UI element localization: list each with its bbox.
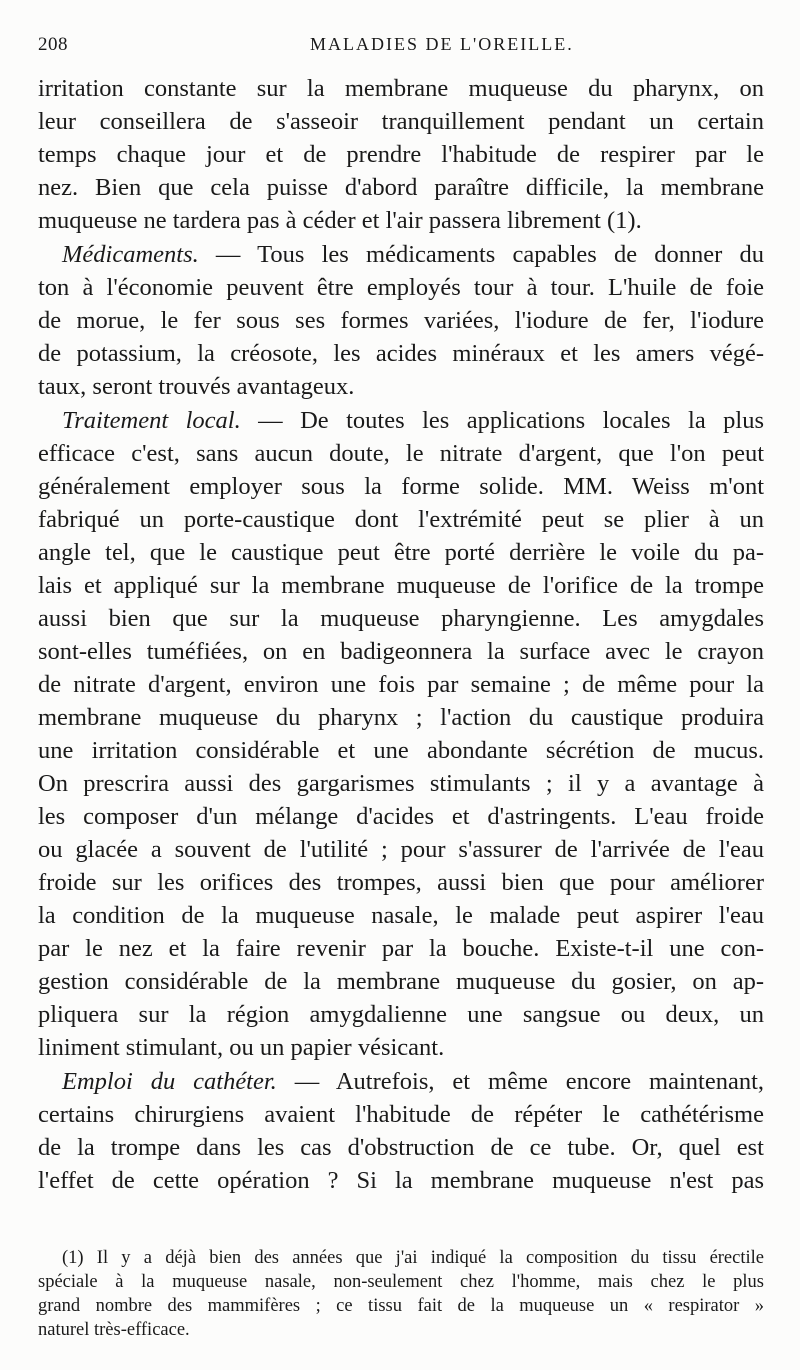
text-line: taux, seront trouvés avantageux. xyxy=(38,373,355,400)
text-line: les composer d'un mélange d'acides et d'astringents. L'eau froide xyxy=(38,803,764,830)
text-line: aussi bien que sur la muqueuse pharyngienne. Les amygdales xyxy=(38,605,764,632)
footnote-line: naturel très-efficace. xyxy=(38,1320,190,1340)
footnote-line: spéciale à la muqueuse nasale, non-seulement chez l'homme, mais chez le plus xyxy=(38,1272,764,1292)
section-heading-medicaments: Médicaments. xyxy=(62,241,199,268)
text-line: de nitrate d'argent, environ une fois par semaine ; de même pour la xyxy=(38,671,764,698)
text-line: l'effet de cette opération ? Si la membrane muqueuse n'est pas xyxy=(38,1167,764,1194)
text-line: leur conseillera de s'asseoir tranquillement pendant un certain xyxy=(38,108,764,135)
text-line: On prescrira aussi des gargarismes stimulants ; il y a avantage à xyxy=(38,770,764,797)
text-line: efficace c'est, sans aucun doute, le nitrate d'argent, que l'on peut xyxy=(38,440,764,467)
text-line: nez. Bien que cela puisse d'abord paraître difficile, la membrane xyxy=(38,174,764,201)
text-line: liniment stimulant, ou un papier vésicant. xyxy=(38,1034,445,1061)
text-line: la condition de la muqueuse nasale, le malade peut aspirer l'eau xyxy=(38,902,764,929)
text-line: lais et appliqué sur la membrane muqueuse de l'orifice de la trompe xyxy=(38,572,764,599)
text-line: fabriqué un porte-caustique dont l'extrémité peut se plier à un xyxy=(38,506,764,533)
section-heading-traitement-local: Traitement local. xyxy=(62,407,241,434)
text-line: ou glacée a souvent de l'utilité ; pour s'assurer de l'arrivée de l'eau xyxy=(38,836,764,863)
text-line: de potassium, la créosote, les acides minéraux et les amers végé- xyxy=(38,340,764,367)
text-line: sont-elles tuméfiées, on en badigeonnera la surface avec le crayon xyxy=(38,638,764,665)
text-line: pliquera sur la région amygdalienne une sangsue ou deux, un xyxy=(38,1001,764,1028)
text-line: temps chaque jour et de prendre l'habitude de respirer par le xyxy=(38,141,764,168)
text-line: gestion considérable de la membrane muqueuse du gosier, on ap- xyxy=(38,968,764,995)
text-line: irritation constante sur la membrane muqueuse du pharynx, on xyxy=(38,75,764,102)
page-header xyxy=(38,34,764,60)
paragraph-start-traitement-local: Traitement local. — De toutes les applications locales la plus xyxy=(62,407,764,434)
text-line: membrane muqueuse du pharynx ; l'action du caustique produira xyxy=(38,704,764,731)
text-line: froide sur les orifices des trompes, aussi bien que pour améliorer xyxy=(38,869,764,896)
text-line: généralement employer sous la forme solide. MM. Weiss m'ont xyxy=(38,473,764,500)
text-line: angle tel, que le caustique peut être porté derrière le voile du pa- xyxy=(38,539,764,566)
paragraph-start-medicaments: Médicaments. — Tous les médicaments capables de donner du xyxy=(62,241,764,268)
text-line: par le nez et la faire revenir par la bouche. Existe-t-il une con- xyxy=(38,935,764,962)
page-number: 208 xyxy=(38,34,68,55)
text-line: une irritation considérable et une abondante sécrétion de mucus. xyxy=(38,737,764,764)
footnote-line: (1) Il y a déjà bien des années que j'ai indiqué la composition du tissu érectile xyxy=(62,1248,764,1268)
text-line: de la trompe dans les cas d'obstruction de ce tube. Or, quel est xyxy=(38,1134,764,1161)
text-line: de morue, le fer sous ses formes variées, l'iodure de fer, l'iodure xyxy=(38,307,764,334)
section-heading-emploi-catheter: Emploi du cathéter. xyxy=(62,1068,277,1095)
paragraph-start-emploi-catheter: Emploi du cathéter. — Autrefois, et même encore maintenant, xyxy=(62,1068,764,1095)
footnote-line: grand nombre des mammifères ; ce tissu fait de la muqueuse un « respirator » xyxy=(38,1296,764,1316)
text-line: certains chirurgiens avaient l'habitude de répéter le cathétérisme xyxy=(38,1101,764,1128)
text-line: muqueuse ne tardera pas à céder et l'air passera librement (1). xyxy=(38,207,642,234)
running-head: MALADIES DE L'OREILLE. xyxy=(310,34,574,54)
text-line: ton à l'économie peuvent être employés tour à tour. L'huile de foie xyxy=(38,274,764,301)
